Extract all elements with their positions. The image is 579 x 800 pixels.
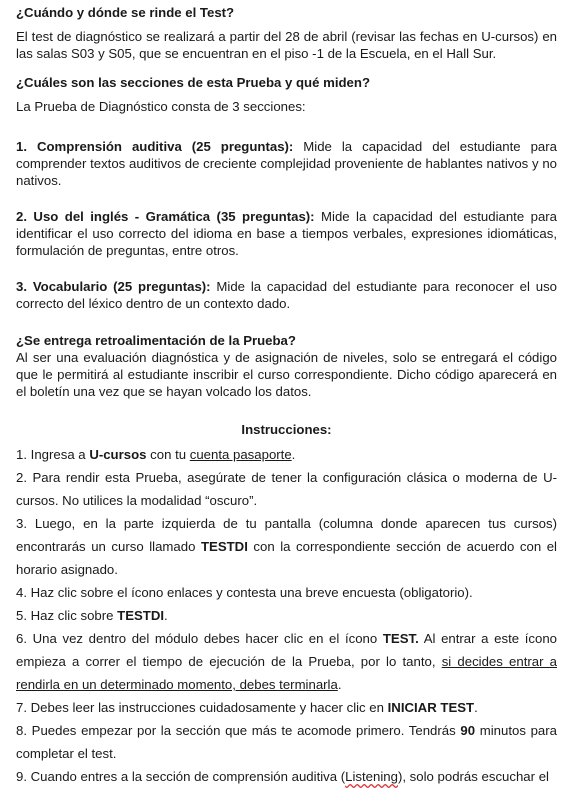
listening-word: Listening: [345, 769, 398, 784]
section-feedback-title: ¿Se entrega retroalimentación de la Prueba?: [16, 333, 296, 348]
section-parts-intro: La Prueba de Diagnóstico consta de 3 secciones:: [16, 99, 306, 114]
section-when-where-title: ¿Cuándo y dónde se rinde el Test?: [16, 5, 235, 20]
test-label: TEST.: [382, 631, 419, 646]
instruction-8: 8. Puedes empezar por la sección que más te acomode primero. Tendrás 90 minutos para completar el test.: [16, 723, 557, 761]
section-item-listening-text: Mide la capacidad del estudiante para comprender textos auditivos de creciente complejidad proveniente de hablantes nativos y no nativos.: [16, 139, 557, 188]
section-feedback-body: Al ser una evaluación diagnóstica y de asignación de niveles, solo se entregará el código que le permitirá al estudiante inscribir el curso correspondiente. Dicho código aparecerá en el boletín una vez que se hayan volcado los datos.: [16, 350, 557, 399]
section-item-vocabulary-label: 3. Vocabulario (25 preguntas):: [16, 279, 211, 294]
section-item-grammar-label: 2. Uso del inglés - Gramática (35 preguntas):: [16, 209, 315, 224]
ucursos-label: U-cursos: [89, 447, 147, 462]
section-item-grammar: [16, 208, 557, 259]
cuenta-pasaporte-link[interactable]: cuenta pasaporte: [189, 447, 292, 462]
instructions-title: Instrucciones:: [241, 422, 332, 437]
section-item-grammar-text: Mide la capacidad del estudiante para identificar el uso correcto del idioma en base a tiempos verbales, expresiones idiomáticas, formulación de preguntas, entre otros.: [16, 209, 557, 258]
section-item-listening-label: 1. Comprensión auditiva (25 preguntas):: [16, 139, 294, 154]
iniciar-test-label: INICIAR TEST: [387, 700, 475, 715]
section-item-vocabulary-text: Mide la capacidad del estudiante para reconocer el uso correcto del léxico dentro de un contexto dado.: [16, 279, 557, 311]
instruction-6: 6. Una vez dentro del módulo debes hacer clic en el ícono TEST. Al entrar a este ícono empieza a correr el tiempo de ejecución de la Prueba, por lo tanto, si decides entrar a rendirla en un determinado momento, debes terminarla.: [16, 631, 557, 692]
section-when-where-body: El test de diagnóstico se realizará a partir del 28 de abril (revisar las fechas en U-cursos) en las salas S03 y S05, que se encuentran en el piso -1 de la Escuela, en el Hall Sur.: [16, 29, 557, 61]
finish-warning: si decides entrar a rendirla en un determinado momento, debes terminarla: [16, 654, 557, 692]
section-item-vocabulary: [16, 278, 557, 312]
minutes-value: 90: [460, 723, 476, 738]
section-parts-title: ¿Cuáles son las secciones de esta Prueba y qué miden?: [16, 75, 370, 90]
instruction-7: 7. Debes leer las instrucciones cuidadosamente y hacer clic en INICIAR TEST.: [16, 700, 478, 715]
section-item-listening: [16, 138, 557, 189]
testdi-label-2: TESTDI: [117, 608, 165, 623]
instruction-3: 3. Luego, en la parte izquierda de tu pantalla (columna donde aparecen tus cursos) encontrarás un curso llamado TESTDI con la correspondiente sección de acuerdo con el horario asignado.: [16, 516, 557, 577]
instruction-1: 1. Ingresa a U-cursos con tu cuenta pasaporte.: [16, 447, 296, 462]
instructions-list: [16, 443, 557, 788]
instruction-5: 5. Haz clic sobre TESTDI.: [16, 608, 168, 623]
instruction-9: 9. Cuando entres a la sección de comprensión auditiva (Listening), solo podrás escuchar el: [16, 769, 549, 784]
instruction-4: 4. Haz clic sobre el ícono enlaces y contesta una breve encuesta (obligatorio).: [16, 585, 473, 600]
testdi-label: TESTDI: [200, 539, 248, 554]
instruction-2: 2. Para rendir esta Prueba, asegúrate de tener la configuración clásica o moderna de U-cursos. No utilices la modalidad “oscuro”.: [16, 470, 557, 508]
